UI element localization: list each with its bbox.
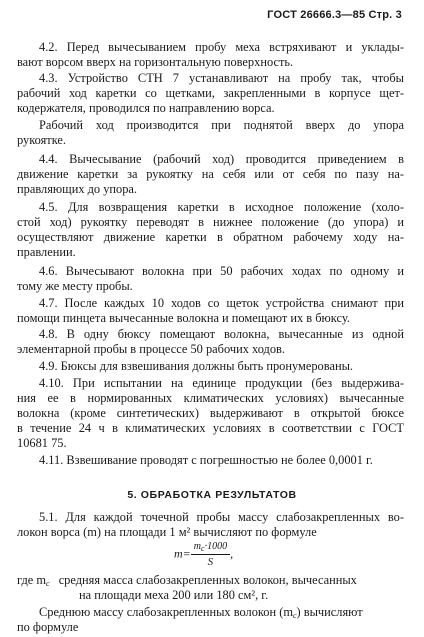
mean-subscript: c <box>292 611 297 620</box>
text-line: движение каретки за рукоятку на себя или от себя по пазу на- <box>17 167 404 181</box>
formula-lhs: m= <box>174 546 191 561</box>
text-line: 4.9. Бюксы для взвешивания должны быть пронумерованы. <box>39 359 353 373</box>
formula-numerator <box>191 541 230 555</box>
page-header: ГОСТ 26666.3—85 Стр. 3 <box>267 9 402 21</box>
numerator-symbol: m <box>193 541 201 552</box>
text-line: вают ворсом вверх на горизонтальную поверхность. <box>17 55 294 69</box>
where-prefix: где m <box>17 573 47 587</box>
formula-denominator: S <box>207 556 214 568</box>
paragraph-4-7 <box>17 296 404 326</box>
text-line: 4.10. При испытании на единице продукции (без выдержива- <box>39 376 404 390</box>
text-line: правлении. <box>17 245 76 259</box>
paragraph-where <box>17 573 407 603</box>
text-line: 4.4. Вычесывание (рабочий ход) проводится приведением в <box>39 152 404 166</box>
text-line: элементарной пробы в процессе 50 рабочих ходов. <box>17 342 285 356</box>
paragraph-4-8 <box>17 327 404 357</box>
text-line: 4.11. Взвешивание проводят с погрешностью не более 0,0001 г. <box>39 453 373 467</box>
text-line: рабочий ход каретки со щетками, закрепленными в корпусе щет- <box>17 86 404 100</box>
text-line <box>17 605 404 620</box>
mean-text-a: Среднюю массу слабозакрепленных волокон (m <box>39 605 293 619</box>
where-subscript: c <box>46 579 50 588</box>
text-line: тому же месту пробы. <box>17 279 133 293</box>
text-line: 5.1. Для каждой точечной пробы массу слабозакрепленных во- <box>39 510 404 524</box>
text-line: 10681 75. <box>17 436 67 450</box>
text-line: 4.2. Перед вычесыванием пробу меха встряхивают и уклады- <box>39 40 404 54</box>
formula-fraction <box>191 541 230 568</box>
text-line: 4.7. После каждых 10 ходов со щеток устройства снимают при <box>39 296 404 310</box>
formula-tail: , <box>230 546 234 561</box>
text-line: кодержателя, проводился по направлению ворса. <box>17 101 275 115</box>
text-line <box>17 573 407 588</box>
paragraph-4-9 <box>17 359 404 374</box>
paragraph-5-1 <box>17 510 404 540</box>
text-line: 4.6. Вычесывают волокна при 50 рабочих ходах по одному и <box>39 264 404 278</box>
text-line: Рабочий ход производится при поднятой вверх до упора <box>39 118 404 132</box>
text-line: помощи пинцета вычесанные волокна и помещают их в бюксу. <box>17 311 350 325</box>
numerator-rest: ·1000 <box>204 541 228 552</box>
formula-mass-per-area <box>174 541 233 568</box>
text-line: осуществляют движение каретки в обратном рабочему ходу на- <box>17 230 404 244</box>
text-line: правляющих до упора. <box>17 182 138 196</box>
text-line: 4.5. Для возвращения каретки в исходное положение (холо- <box>39 200 404 214</box>
text-line: 4.8. В одну бюксу помещают волокна, вычесанные из одной <box>39 327 404 341</box>
section-title: 5. ОБРАБОТКА РЕЗУЛЬТАТОВ <box>127 489 297 501</box>
mean-text-b: ) вычисляют <box>296 605 363 619</box>
paragraph-mean-mass <box>17 605 404 637</box>
paragraph-working-stroke <box>17 118 404 148</box>
paragraph-4-10 <box>17 376 404 451</box>
paragraph-4-3 <box>17 71 404 116</box>
paragraph-4-4 <box>17 152 404 197</box>
text-line: по формуле <box>17 620 79 634</box>
text-line: в течение 24 ч в климатических условиях в соответствии с ГОСТ <box>17 421 404 435</box>
text-line: ния ее в нормированных климатических условиях) вычесанные <box>17 391 404 405</box>
paragraph-4-6 <box>17 264 404 294</box>
text-line: стой ход) рукоятку переводят в нижнее положение (до упора) и <box>17 215 404 229</box>
paragraph-4-11 <box>17 453 404 468</box>
text-line: рукоятке. <box>17 133 66 147</box>
text-line: локон ворса (m) на площади 1 м² вычисляют по формуле <box>17 525 317 539</box>
numerator-subscript: c <box>201 544 205 553</box>
paragraph-4-2 <box>17 40 404 70</box>
text-line: 4.3. Устройство СТН 7 устанавливают на пробу так, чтобы <box>39 71 404 85</box>
text-line: волокна (кроме синтетических) выдерживают в открытой бюксе <box>17 406 404 420</box>
text-line: на площади меха 200 или 180 см², г. <box>79 588 269 602</box>
paragraph-4-5 <box>17 200 404 260</box>
where-definition: средняя масса слабозакрепленных волокон, вычесанных <box>58 573 357 587</box>
